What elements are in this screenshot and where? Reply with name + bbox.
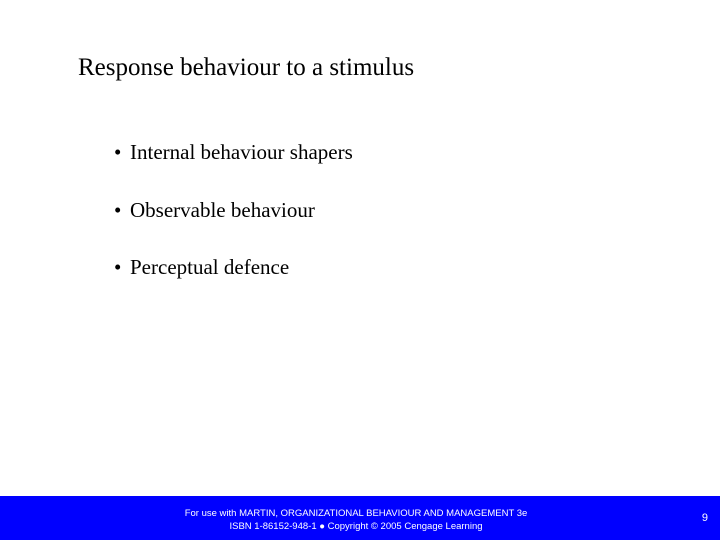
bullet-icon: • (114, 140, 122, 164)
bullet-text: Perceptual defence (130, 255, 290, 279)
bullet-text: Internal behaviour shapers (130, 140, 353, 164)
footer-line-book: For use with MARTIN, ORGANIZATIONAL BEHAVIOUR AND MANAGEMENT 3e (184, 508, 528, 519)
bullet-item (114, 196, 353, 254)
bullet-item (114, 253, 353, 311)
footer-line-copyright: ISBN 1-86152-948-1 ● Copyright © 2005 Cengage Learning (229, 521, 483, 532)
bullet-item (114, 138, 353, 196)
slide-title: Response behaviour to a stimulus (78, 54, 415, 81)
bullet-text: Observable behaviour (130, 197, 315, 222)
bullet-list (114, 138, 353, 311)
footer-bar (0, 496, 720, 540)
page-number: 9 (701, 512, 708, 524)
bullet-icon: • (114, 255, 122, 279)
footer-credits (0, 507, 712, 533)
bullet-icon: • (114, 197, 122, 222)
